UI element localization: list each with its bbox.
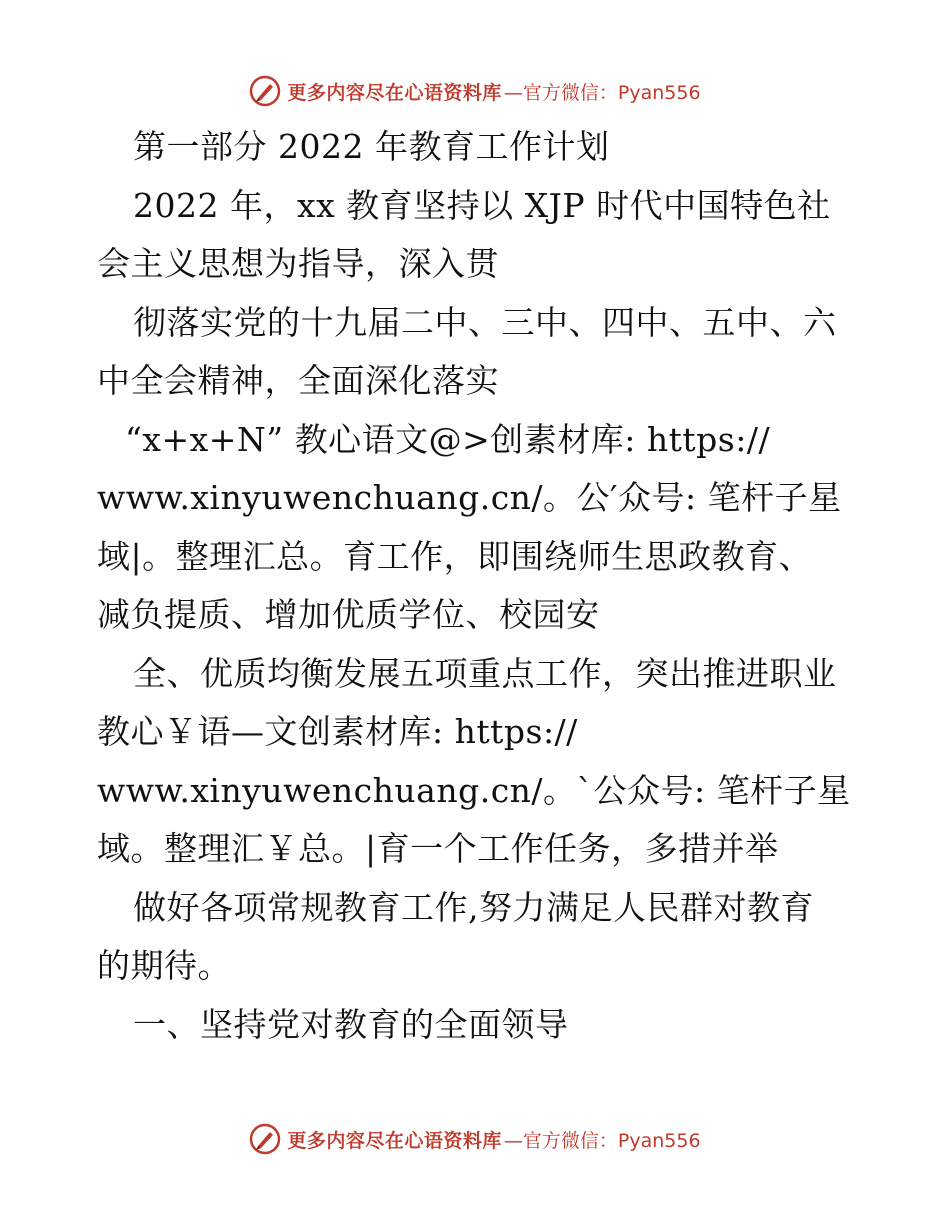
- paragraph-line: 彻落实党的十九届二中、三中、四中、五中、六: [133, 303, 837, 342]
- watermark-sub-text: —官方微信：Pyan556: [503, 1129, 701, 1152]
- paragraph-line: 2022 年，xx 教育坚持以 XJP 时代中国特色社: [133, 186, 831, 225]
- paragraph-line: 全、优质均衡发展五项重点工作，突出推进职业: [133, 654, 837, 693]
- section-heading: 第一部分 2022 年教育工作计划: [133, 127, 610, 166]
- paragraph-line: 减负提质、增加优质学位、校园安: [97, 595, 600, 634]
- paragraph-line: 域。整理汇￥总。|育一个工作任务，多措并举: [97, 829, 779, 868]
- watermark-banner-bottom: [0, 1119, 950, 1159]
- watermark-banner-top: [0, 71, 950, 111]
- paragraph-line: www.xinyuwenchuang.cn/。公′众号: 笔杆子星: [97, 478, 842, 517]
- paragraph-line: 域|。整理汇总。育工作，即围绕师生思政教育、: [97, 537, 813, 576]
- pen-logo-icon: [249, 1123, 281, 1155]
- watermark-main-text: 更多内容尽在心语资料库: [287, 81, 502, 104]
- paragraph-line: “x+x+N” 教心语文@>创素材库: https://: [125, 420, 771, 459]
- subsection-heading: 一、坚持党对教育的全面领导: [133, 1005, 569, 1044]
- watermark-main-text: 更多内容尽在心语资料库: [287, 1129, 502, 1152]
- pen-logo-icon: [249, 75, 281, 107]
- paragraph-line: 做好各项常规教育工作,努力满足人民群对教育: [133, 888, 814, 927]
- watermark-sub-text: —官方微信：Pyan556: [503, 81, 701, 104]
- paragraph-line: 中全会精神，全面深化落实: [97, 361, 499, 400]
- paragraph-line: www.xinyuwenchuang.cn/。`公众号: 笔杆子星: [97, 771, 851, 810]
- paragraph-line: 会主义思想为指导，深入贯: [97, 244, 499, 283]
- paragraph-line: 教心￥语—文创素材库: https://: [97, 712, 578, 751]
- paragraph-line: 的期待。: [97, 946, 231, 985]
